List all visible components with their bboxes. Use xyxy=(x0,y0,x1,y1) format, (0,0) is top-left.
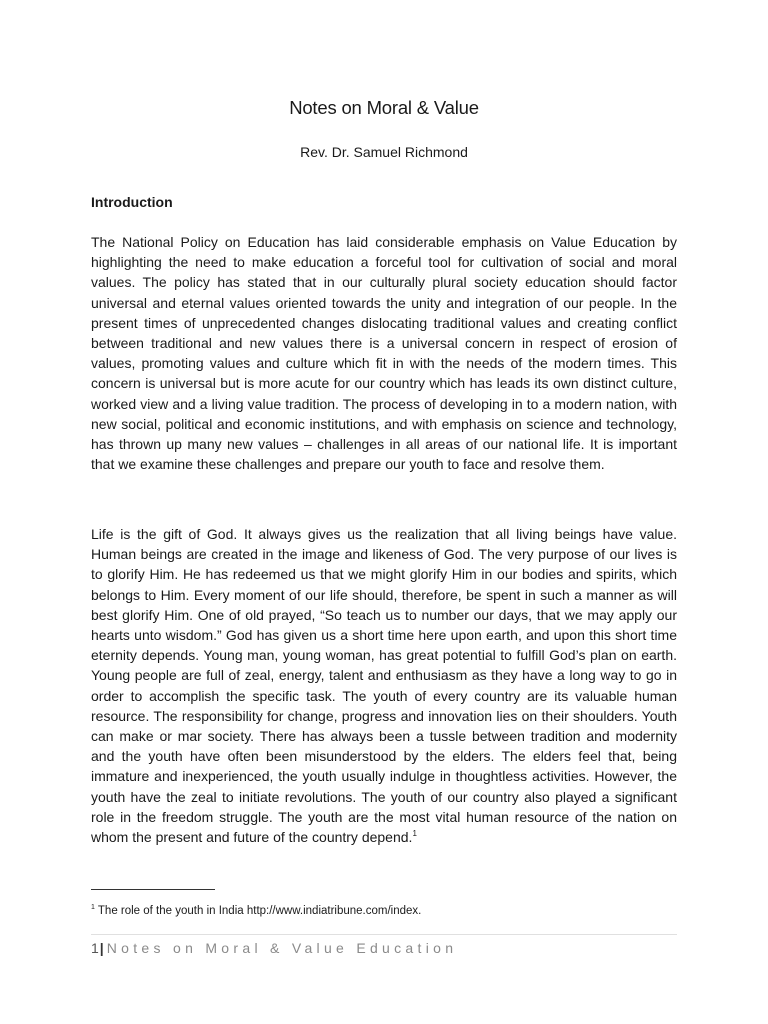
section-heading: Introduction xyxy=(91,194,173,210)
page-number: 1 xyxy=(91,940,99,956)
footnote-divider xyxy=(91,889,215,890)
paragraph-2-text: Life is the gift of God. It always gives us the realization that all living beings have value. Human beings are created in the image and likeness of God. The very purpose of our lives is to glorify Him. He has redeemed us that we might glorify Him in our bodies and spirits, which belongs to Him. Every moment of our life should, therefore, be spent in such a manner as will best glorify Him. One of old prayed, “So teach us to number our days, that we may apply our hearts unto wisdom.” God has given us a short time here upon earth, and upon this short time eternity depends. Young man, young woman, has great potential to fulfill God’s plan on earth. Young people are full of zeal, energy, talent and enthusiasm as they have a long way to go in order to accomplish the specific task. The youth of every country are its valuable human resource. The responsibility for change, progress and innovation lies on their shoulders. Youth can make or mar society. There has always been a tussle between tradition and modernity and the youth have often been misunderstood by the elders. The elders feel that, being immature and inexperienced, the youth usually indulge in thoughtless activities. However, the youth have the zeal to initiate revolutions. The youth of our country also played a significant role in the freedom struggle. The youth are the most vital human resource of the nation on whom the present and future of the country depend. xyxy=(91,526,677,846)
footnote-text: The role of the youth in India http://www.indiatribune.com/index. xyxy=(94,905,422,917)
page-footer xyxy=(91,938,457,958)
footnote-marker: 1 xyxy=(91,904,95,911)
footer-divider xyxy=(91,934,677,935)
paragraph-2 xyxy=(91,524,677,847)
document-author: Rev. Dr. Samuel Richmond xyxy=(300,144,468,160)
document-title: Notes on Moral & Value xyxy=(289,97,479,118)
footnote xyxy=(91,903,421,919)
footnote-reference[interactable]: 1 xyxy=(412,829,417,839)
running-title: Notes on Moral & Value Education xyxy=(106,940,458,956)
paragraph-1: The National Policy on Education has laid considerable emphasis on Value Education by highlighting the need to make education a forceful tool for cultivation of social and moral values. The policy has stated that in our culturally plural society education should factor universal and eternal values oriented towards the unity and integration of our people. In the present times of unprecedented changes dislocating traditional values and creating conflict between traditional and new values there is a universal concern in respect of erosion of values, promoting values and culture which fit in with the needs of the modern times. This concern is universal but is more acute for our country which has leads its own distinct culture, worked view and a living value tradition. The process of developing in to a modern nation, with new social, political and economic institutions, and with emphasis on science and technology, has thrown up many new values – challenges in all areas of our national life. It is important that we examine these challenges and prepare our youth to face and resolve them. xyxy=(91,234,677,473)
footer-separator: | xyxy=(99,940,104,956)
